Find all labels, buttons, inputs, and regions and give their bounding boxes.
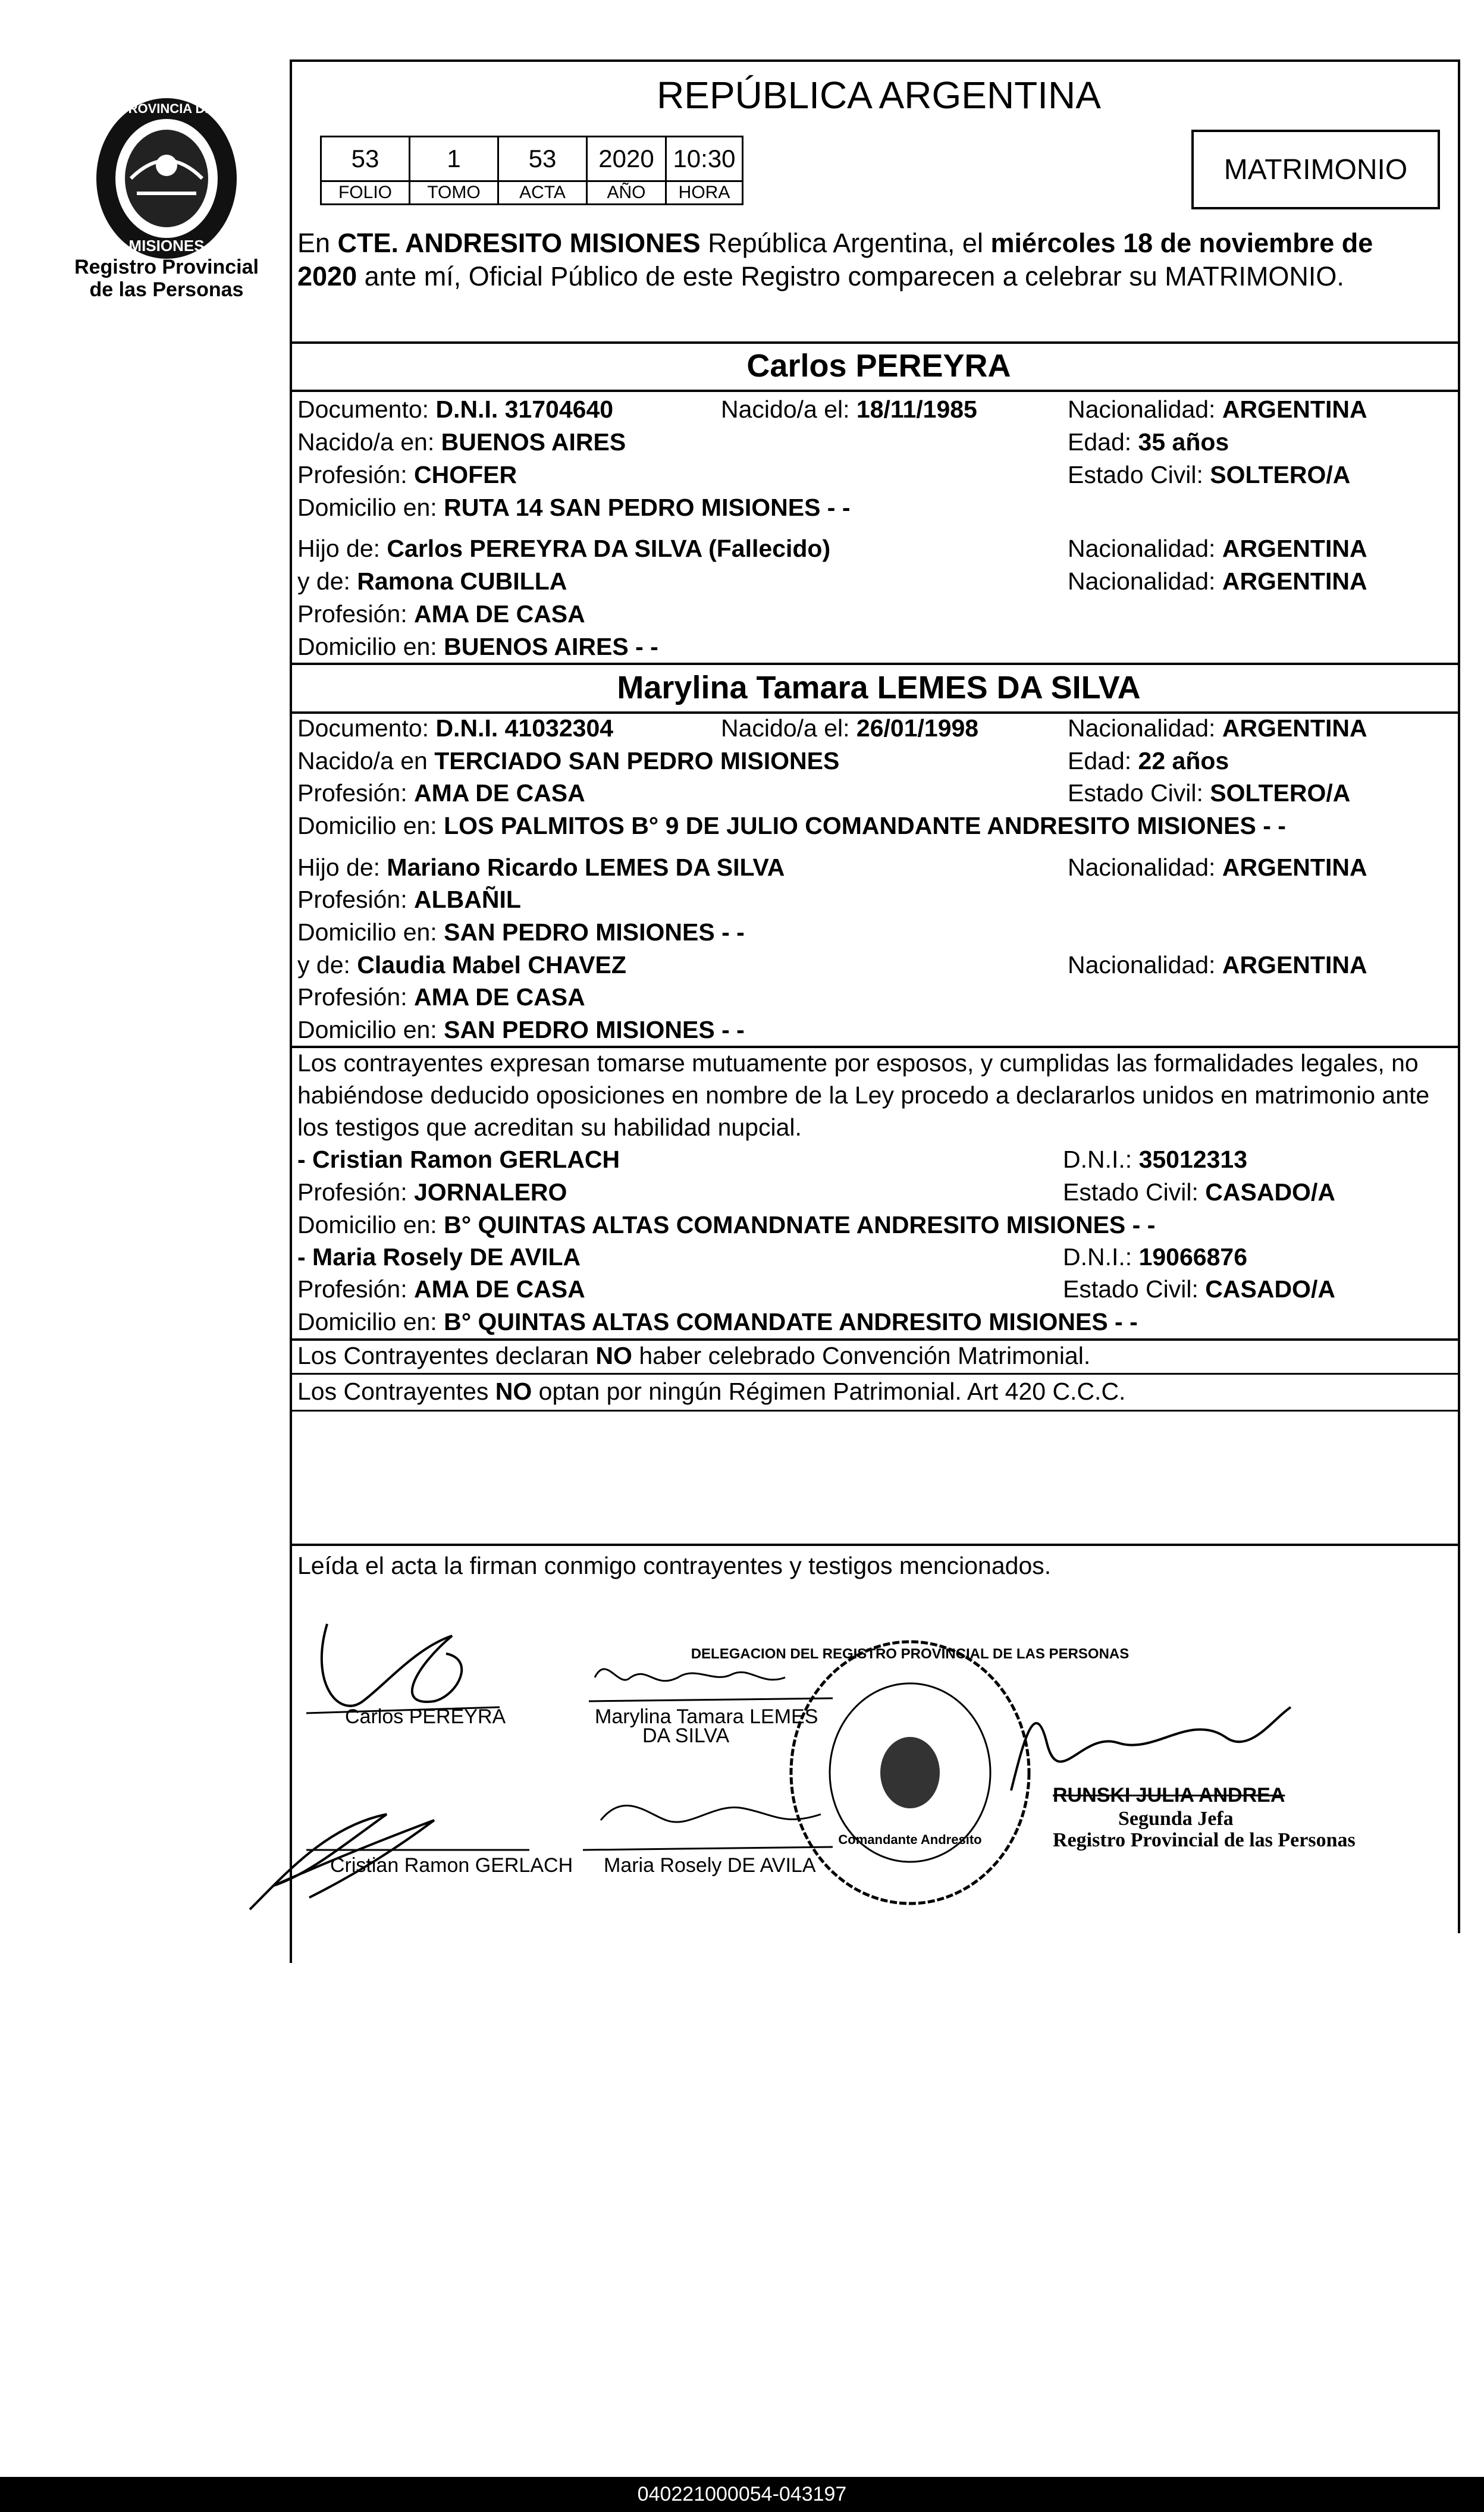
convention-line-1: Los Contrayentes declaran NO haber celebrado Convención Matrimonial.: [297, 1342, 1091, 1369]
logo-caption-line2: de las Personas: [89, 278, 244, 301]
spouse2-age: Edad: 22 años: [1068, 747, 1229, 774]
spouse1-birth-date: Nacido/a el: 18/11/1985: [721, 396, 977, 423]
spouse2-mother-domicile: Domicilio en: SAN PEDRO MISIONES - -: [297, 1016, 745, 1043]
spouse2-document: Documento: D.N.I. 41032304: [297, 714, 614, 742]
spouse2-nationality: Nacionalidad: ARGENTINA: [1068, 714, 1367, 742]
witness1-dni: D.N.I.: 35012313: [1063, 1146, 1247, 1173]
witness2-civil-status: Estado Civil: CASADO/A: [1063, 1275, 1335, 1303]
spouse1-father-nationality: Nacionalidad: ARGENTINA: [1068, 535, 1367, 562]
acta-label: ACTA: [498, 181, 587, 205]
year-value: 2020: [587, 137, 666, 181]
spouse2-father-profession: Profesión: ALBAÑIL: [297, 886, 521, 913]
spouse1-mother-nationality: Nacionalidad: ARGENTINA: [1068, 567, 1367, 595]
spouse2-profession: Profesión: AMA DE CASA: [297, 779, 585, 807]
spouse1-nationality: Nacionalidad: ARGENTINA: [1068, 396, 1367, 423]
witness2-dni: D.N.I.: 19066876: [1063, 1243, 1247, 1271]
tomo-label: TOMO: [410, 181, 498, 205]
spouse2-domicile: Domicilio en: LOS PALMITOS B° 9 DE JULIO COMANDANTE ANDRESITO MISIONES - -: [297, 812, 1286, 839]
act-type-box: MATRIMONIO: [1191, 130, 1440, 209]
spouse2-birth-date: Nacido/a el: 26/01/1998: [721, 714, 979, 742]
spouse2-father: Hijo de: Mariano Ricardo LEMES DA SILVA: [297, 854, 785, 881]
divider: [290, 1373, 1460, 1375]
year-label: AÑO: [587, 181, 666, 205]
witness1-domicile: Domicilio en: B° QUINTAS ALTAS COMANDNATE ANDRESITO MISIONES - -: [297, 1211, 1156, 1238]
divider: [290, 1046, 1460, 1048]
spouse2-mother-nationality: Nacionalidad: ARGENTINA: [1068, 951, 1367, 979]
province-seal-logo: [89, 89, 244, 268]
spouse1-domicile: Domicilio en: RUTA 14 SAN PEDRO MISIONES - -: [297, 494, 851, 521]
divider: [290, 1338, 1460, 1341]
spouse2-civil-status: Estado Civil: SOLTERO/A: [1068, 779, 1351, 807]
witness2-domicile: Domicilio en: B° QUINTAS ALTAS COMANDATE ANDRESITO MISIONES - -: [297, 1308, 1138, 1335]
spouse2-name: Marylina Tamara LEMES DA SILVA: [617, 670, 1141, 705]
intro-line-1: En CTE. ANDRESITO MISIONES República Argentina, el miércoles 18 de noviembre de: [297, 228, 1373, 258]
logo-caption-line1: Registro Provincial: [74, 256, 259, 278]
intro-line-2: 2020 ante mí, Oficial Público de este Registro comparecen a celebrar su MATRIMONIO.: [297, 261, 1344, 291]
svg-text:PROVINCIA DE: PROVINCIA DE: [119, 101, 214, 116]
closing-text: Leída el acta la firman conmigo contrayentes y testigos mencionados.: [297, 1552, 1052, 1579]
tomo-value: 1: [410, 137, 498, 181]
acta-value: 53: [498, 137, 587, 181]
official-office: Registro Provincial de las Personas: [1053, 1829, 1356, 1851]
spouse1-civil-status: Estado Civil: SOLTERO/A: [1068, 461, 1351, 488]
declaration-line-3: los testigos que acreditan su habilidad nupcial.: [297, 1114, 802, 1141]
spouse1-name: Carlos PEREYRA: [746, 348, 1011, 384]
spouse1-profession: Profesión: CHOFER: [297, 461, 517, 488]
spouse1-document: Documento: D.N.I. 31704640: [297, 396, 614, 423]
hour-value: 10:30: [666, 137, 743, 181]
official-name: RUNSKI JULIA ANDREA: [1053, 1784, 1285, 1807]
intro-date: miércoles 18 de noviembre de: [990, 228, 1373, 258]
signature2-name-line1: Marylina Tamara LEMES: [595, 1705, 818, 1728]
witness2-name: - Maria Rosely DE AVILA: [297, 1243, 581, 1271]
seal-inner-text: Comandante Andresito: [838, 1832, 982, 1847]
official-title: Segunda Jefa: [1118, 1808, 1234, 1830]
spouse2-father-domicile: Domicilio en: SAN PEDRO MISIONES - -: [297, 918, 745, 946]
svg-text:MISIONES: MISIONES: [128, 237, 205, 255]
divider: [290, 1410, 1460, 1412]
hour-label: HORA: [666, 181, 743, 205]
spouse1-age: Edad: 35 años: [1068, 428, 1229, 456]
divider: [290, 663, 1460, 665]
spouse1-parents-domicile: Domicilio en: BUENOS AIRES - -: [297, 633, 658, 660]
divider: [290, 341, 1460, 344]
witness1-profession: Profesión: JORNALERO: [297, 1178, 567, 1206]
country-title: REPÚBLICA ARGENTINA: [657, 74, 1101, 117]
spouse2-mother: y de: Claudia Mabel CHAVEZ: [297, 951, 626, 979]
spouse2-mother-profession: Profesión: AMA DE CASA: [297, 983, 585, 1011]
seal-outer-text: DELEGACION DEL REGISTRO PROVINCIAL DE LAS PERSONAS: [691, 1646, 1130, 1662]
intro-year: 2020: [297, 261, 357, 291]
convention-line-2: Los Contrayentes NO optan por ningún Régimen Patrimonial. Art 420 C.C.C.: [297, 1378, 1126, 1405]
witness1-name: - Cristian Ramon GERLACH: [297, 1146, 620, 1173]
frame-top-border: [290, 59, 1460, 62]
signatures-area: [238, 1564, 1463, 1981]
signature1-name: Carlos PEREYRA: [345, 1705, 506, 1728]
intro-place: CTE. ANDRESITO MISIONES: [337, 228, 701, 258]
spouse1-father: Hijo de: Carlos PEREYRA DA SILVA (Fallecido): [297, 535, 831, 562]
witness2-profession: Profesión: AMA DE CASA: [297, 1275, 585, 1303]
declaration-line-1: Los contrayentes expresan tomarse mutuamente por esposos, y cumplidas las formalidades legales, no: [297, 1049, 1419, 1077]
folio-value: 53: [321, 137, 410, 181]
signature4-name: Maria Rosely DE AVILA: [604, 1854, 816, 1877]
document-barcode-number: 040221000054-043197: [0, 2477, 1484, 2512]
spouse1-birthplace: Nacido/a en: BUENOS AIRES: [297, 428, 626, 456]
logo-caption: [65, 256, 268, 301]
declaration-line-2: habiéndose deducido oposiciones en nombre de la Ley procedo a declararlos unidos en matrimonio ante: [297, 1081, 1430, 1109]
spouse2-father-nationality: Nacionalidad: ARGENTINA: [1068, 854, 1367, 881]
folio-label: FOLIO: [321, 181, 410, 205]
divider: [290, 1544, 1460, 1546]
spouse2-birthplace: Nacido/a en TERCIADO SAN PEDRO MISIONES: [297, 747, 840, 774]
spouse1-mother: y de: Ramona CUBILLA: [297, 567, 567, 595]
witness1-civil-status: Estado Civil: CASADO/A: [1063, 1178, 1335, 1206]
spouse1-parents-profession: Profesión: AMA DE CASA: [297, 600, 585, 628]
record-info-table: [320, 136, 743, 205]
divider: [290, 390, 1460, 392]
signature2-name-line2: DA SILVA: [642, 1724, 730, 1747]
signature-strokes: [238, 1564, 1463, 1981]
signature3-name: Cristian Ramon GERLACH: [330, 1854, 573, 1877]
